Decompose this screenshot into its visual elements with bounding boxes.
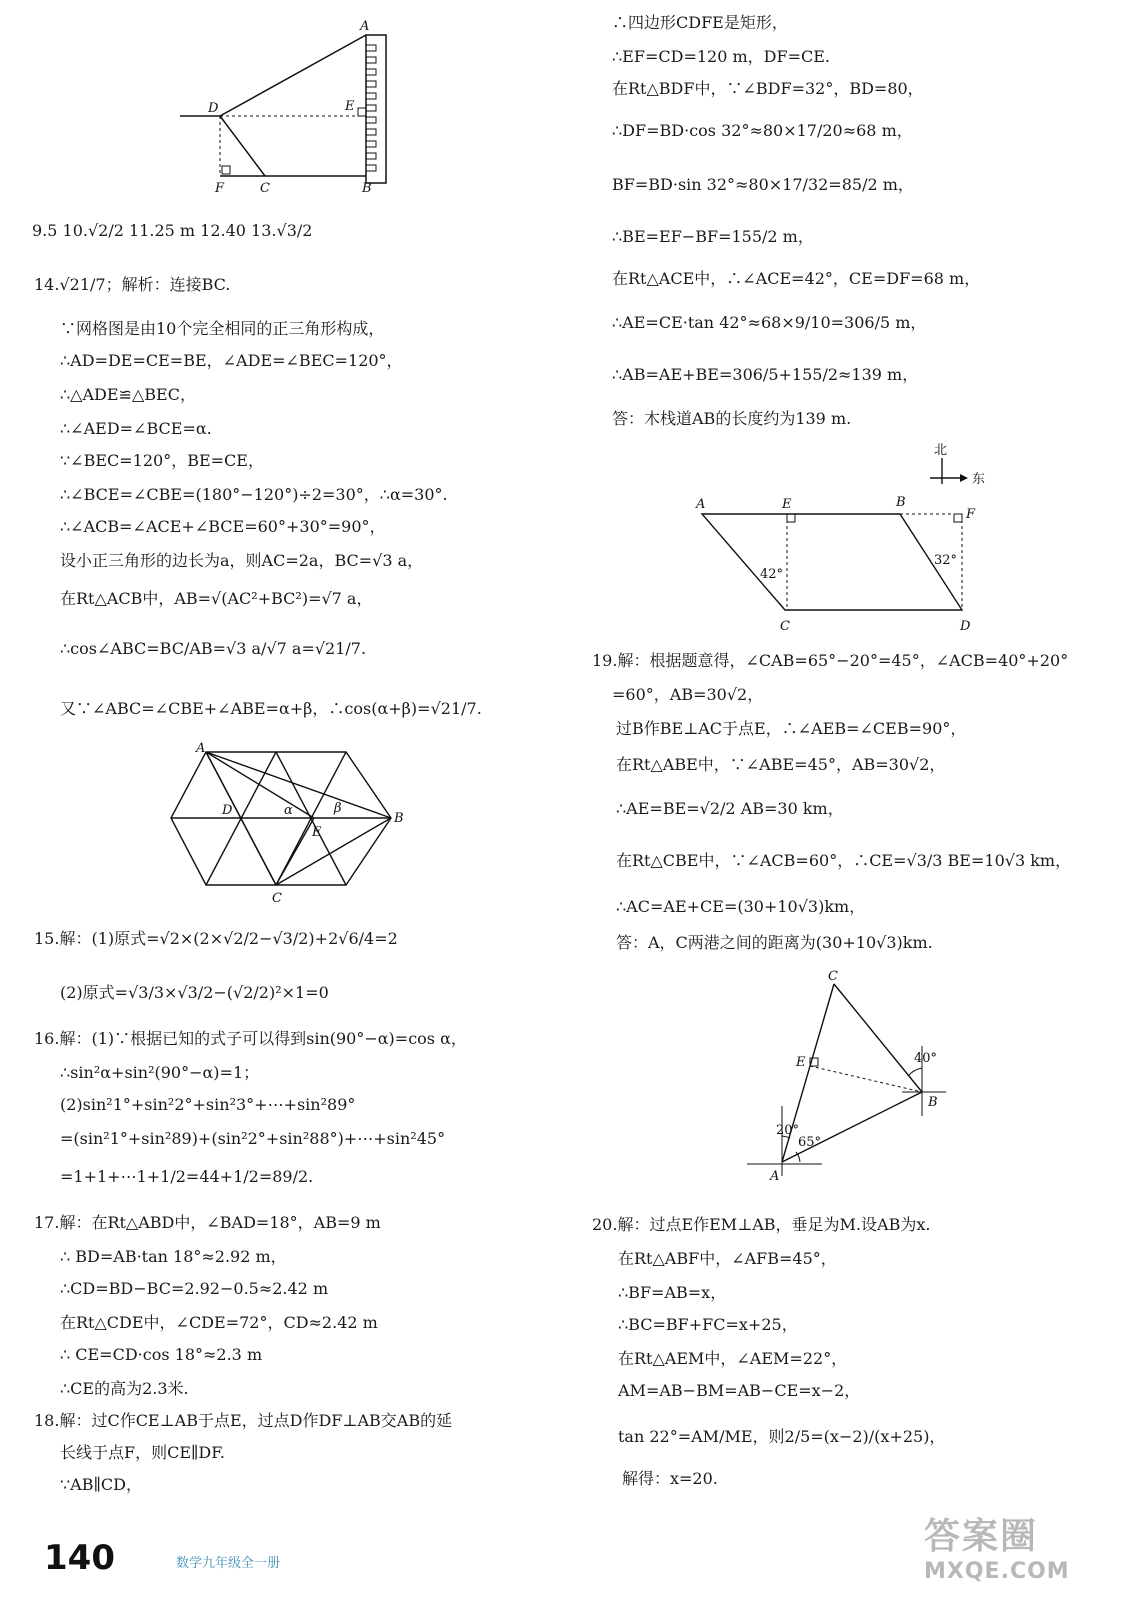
- watermark-logo: [924, 1508, 1114, 1588]
- fig3-angle-32: 32°: [934, 553, 958, 568]
- fig3-angle-42: 42°: [760, 567, 784, 582]
- page-number: 140: [44, 1538, 115, 1578]
- q20-line: ∴BC=BF+FC=x+25，: [618, 1315, 798, 1334]
- q18-line: BF=BD·sin 32°≈80×17/32=85/2 m，: [612, 175, 914, 194]
- q19-line: ∴AC=AE+CE=(30+10√3)km，: [616, 897, 866, 916]
- q18-line: 长线于点F，则CE∥DF.: [60, 1443, 225, 1462]
- q18-line: 在Rt△BDF中，∵∠BDF=32°，BD=80，: [612, 79, 924, 98]
- fig1-label-f: F: [215, 181, 225, 196]
- q19-line: 在Rt△ABE中，∵∠ABE=45°，AB=30√2，: [616, 755, 946, 774]
- q20-line: ∴BF=AB=x，: [618, 1283, 727, 1302]
- figure-hexagon: [166, 740, 416, 914]
- q18-line: 在Rt△ACE中，∴∠ACE=42°，CE=DF=68 m，: [612, 269, 981, 288]
- q16-line: =1+1+⋯1+1/2=44+1/2=89/2.: [60, 1167, 314, 1186]
- q15-line: (2)原式=√3/3×√3/2−(√2/2)²×1=0: [60, 983, 329, 1002]
- fig3-label-f: F: [966, 507, 976, 522]
- q17-line: ∴ BD=AB·tan 18°≈2.92 m，: [60, 1247, 287, 1266]
- q17-line: ∴CE的高为2.3米.: [60, 1379, 189, 1398]
- compass-east: 东: [972, 472, 986, 487]
- fig4-label-c: C: [828, 969, 838, 984]
- figure-bearing-triangle: [742, 966, 962, 1190]
- q20-line: 在Rt△AEM中，∠AEM=22°，: [618, 1349, 848, 1368]
- fig4-angle-40: 40°: [914, 1051, 938, 1066]
- q18-line: ∴AE=CE·tan 42°≈68×9/10=306/5 m，: [612, 313, 927, 332]
- q14-line: ∴AD=DE=CE=BE，∠ADE=∠BEC=120°，: [60, 351, 403, 370]
- fig4-angle-65: 65°: [798, 1135, 822, 1150]
- q19-line: 19.解：根据题意得，∠CAB=65°−20°=45°，∠ACB=40°+20°: [592, 651, 1069, 670]
- q18-line: ∴四边形CDFE是矩形，: [612, 13, 788, 32]
- watermark-cn: 答案圈: [924, 1516, 1039, 1557]
- q15-line: 15.解：(1)原式=√2×(2×√2/2−√3/2)+2√6/4=2: [34, 929, 398, 948]
- q18-line: ∴DF=BD·cos 32°≈80×17/20≈68 m，: [612, 121, 913, 140]
- q14-line: ∴∠AED=∠BCE=α.: [60, 419, 212, 438]
- q14-line: 又∵∠ABC=∠CBE+∠ABE=α+β，∴cos(α+β)=√21/7.: [60, 699, 482, 718]
- q16-line: (2)sin²1°+sin²2°+sin²3°+⋯+sin²89°: [60, 1095, 356, 1114]
- watermark-en: MXQE.COM: [924, 1559, 1070, 1584]
- figure-parallelogram: [690, 440, 1010, 644]
- q16-line: ∴sin²α+sin²(90°−α)=1；: [60, 1063, 260, 1082]
- figure-bearing-triangle-svg: [742, 966, 962, 1186]
- fig2-label-c: C: [272, 891, 282, 906]
- q18-line: ∴AB=AE+BE=306/5+155/2≈139 m，: [612, 365, 919, 384]
- q19-answer: 答：A，C两港之间的距离为(30+10√3)km.: [616, 933, 933, 952]
- q19-line: =60°，AB=30√2，: [612, 685, 764, 704]
- footer-subtitle: 数学九年级全一册: [176, 1556, 281, 1571]
- q14-line: ∴∠ACB=∠ACE+∠BCE=60°+30°=90°，: [60, 517, 386, 536]
- q20-line: tan 22°=AM/ME，则2/5=(x−2)/(x+25)，: [618, 1427, 946, 1446]
- fig2-label-b: B: [394, 811, 404, 826]
- q17-line: ∴CD=BD−BC=2.92−0.5≈2.42 m: [60, 1279, 329, 1298]
- fig3-label-e: E: [782, 497, 792, 512]
- figure-parallelogram-svg: [690, 440, 1010, 640]
- fig1-label-b: B: [362, 181, 372, 196]
- fig4-label-b: B: [928, 1095, 938, 1110]
- q16-line: 16.解：(1)∵根据已知的式子可以得到sin(90°−α)=cos α，: [34, 1029, 467, 1048]
- q17-line: 17.解：在Rt△ABD中，∠BAD=18°，AB=9 m: [34, 1213, 381, 1232]
- q17-line: 在Rt△CDE中，∠CDE=72°，CD≈2.42 m: [60, 1313, 378, 1332]
- figure-hexagon-svg: [166, 740, 416, 910]
- fig4-label-e: E: [796, 1055, 806, 1070]
- fig3-label-b: B: [896, 495, 906, 510]
- q14-line: ∵网格图是由10个完全相同的正三角形构成，: [60, 319, 385, 338]
- fig2-label-e: E: [312, 825, 322, 840]
- q20-answer: 解得：x=20.: [622, 1469, 718, 1488]
- q20-line: 20.解：过点E作EM⊥AB，垂足为M.设AB为x.: [592, 1215, 931, 1234]
- q16-line: =(sin²1°+sin²89)+(sin²2°+sin²88°)+⋯+sin²45°: [60, 1129, 446, 1148]
- q14-header: 14.√21/7；解析：连接BC.: [34, 275, 231, 294]
- q19-line: ∴AE=BE=√2/2 AB=30 km，: [616, 799, 844, 818]
- q19-line: 过B作BE⊥AC于点E，∴∠AEB=∠CEB=90°，: [616, 719, 967, 738]
- fig4-angle-20: 20°: [776, 1123, 800, 1138]
- fig1-label-c: C: [260, 181, 270, 196]
- q17-line: ∴ CE=CD·cos 18°≈2.3 m: [60, 1345, 263, 1364]
- fig1-label-e: E: [345, 99, 355, 114]
- fig4-label-a: A: [770, 1169, 780, 1184]
- q14-line: ∴cos∠ABC=BC/AB=√3 a/√7 a=√21/7.: [60, 639, 367, 658]
- fig3-label-c: C: [780, 619, 790, 634]
- compass-north: 北: [934, 443, 948, 458]
- q18-answer: 答：木栈道AB的长度约为139 m.: [612, 409, 852, 428]
- answers-9-13: 9.5 10.√2/2 11.25 m 12.40 13.√3/2: [32, 221, 313, 240]
- q18-line: 18.解：过C作CE⊥AB于点E，过点D作DF⊥AB交AB的延: [34, 1411, 453, 1430]
- q14-line: ∵∠BEC=120°，BE=CE，: [60, 451, 264, 470]
- fig1-label-a: A: [360, 19, 370, 34]
- fig2-label-a: A: [196, 741, 206, 756]
- figure-ramp-svg: [180, 10, 440, 200]
- fig2-label-alpha: α: [284, 803, 293, 818]
- fig2-label-d: D: [222, 803, 233, 818]
- q20-line: AM=AB−BM=AB−CE=x−2，: [618, 1381, 861, 1400]
- q19-line: 在Rt△CBE中，∵∠ACB=60°，∴CE=√3/3 BE=10√3 km，: [616, 851, 1072, 870]
- fig2-label-beta: β: [334, 801, 342, 816]
- q14-line: ∴△ADE≌△BEC，: [60, 385, 196, 404]
- q18-line: ∴EF=CD=120 m，DF=CE.: [612, 47, 830, 66]
- q18-line: ∵AB∥CD，: [60, 1475, 142, 1494]
- fig1-label-d: D: [208, 101, 219, 116]
- q18-line: ∴BE=EF−BF=155/2 m，: [612, 227, 814, 246]
- figure-ramp: [180, 10, 440, 204]
- q14-line: 设小正三角形的边长为a，则AC=2a，BC=√3 a，: [60, 551, 424, 570]
- fig3-label-d: D: [960, 619, 971, 634]
- q20-line: 在Rt△ABF中，∠AFB=45°，: [618, 1249, 837, 1268]
- q14-line: ∴∠BCE=∠CBE=(180°−120°)÷2=30°，∴α=30°.: [60, 485, 448, 504]
- q14-line: 在Rt△ACB中，AB=√(AC²+BC²)=√7 a，: [60, 589, 373, 608]
- fig3-label-a: A: [696, 497, 706, 512]
